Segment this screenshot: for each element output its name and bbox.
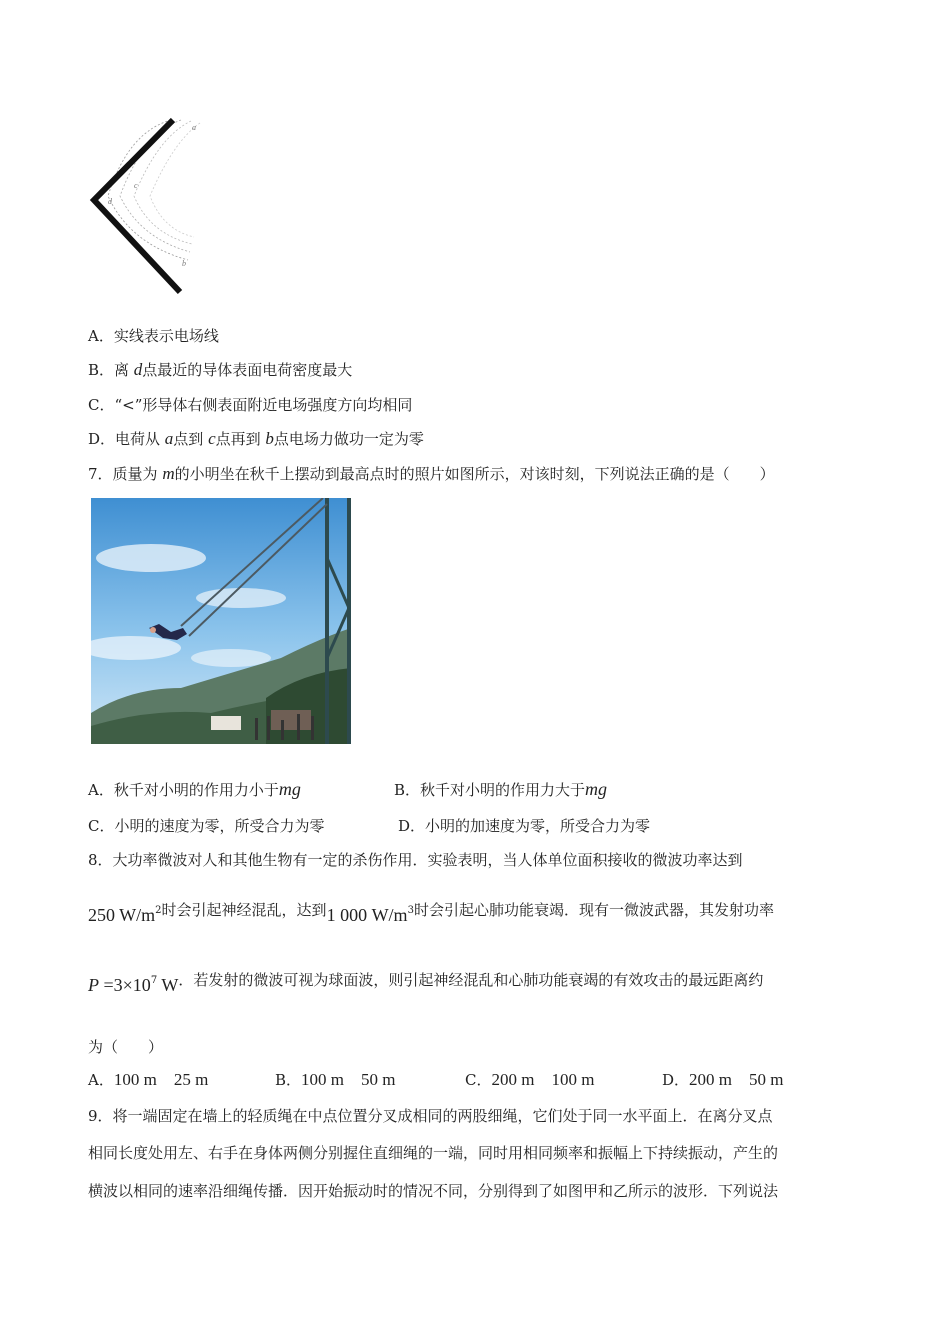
q9-line1: 9．将一端固定在墙上的轻质绳在中点位置分叉成相同的两股细绳，它们处于同一水平面上．在离分叉点 — [88, 1107, 773, 1125]
q6-option-a: A．实线表示电场线 — [88, 327, 219, 345]
q8-line3 — [88, 971, 764, 997]
q8-option-c — [465, 1069, 594, 1091]
q8-option-a — [88, 1069, 208, 1091]
q7-option-d: D．小明的加速度为零，所受合力为零 — [398, 817, 651, 835]
q8-mid1: 时会引起神经混乱，达到 — [161, 901, 327, 919]
q7-option-c: C．小明的速度为零，所受合力为零 — [88, 817, 325, 835]
q7-stem — [88, 463, 775, 485]
q7-option-a — [88, 778, 301, 801]
q8-c-val: 200 m 100 m — [491, 1070, 595, 1089]
q8-val2: 1 000 W/m — [326, 905, 408, 925]
q6-option-d — [88, 428, 424, 450]
q8-b-label: B． — [275, 1071, 302, 1089]
q8-option-d — [662, 1069, 783, 1091]
q6-b-var: d — [133, 360, 143, 379]
q6-d-mid1: 点到 — [173, 430, 209, 448]
q8-option-b — [275, 1069, 395, 1091]
q8-a-label: A． — [88, 1071, 114, 1089]
q7-a-mg: mg — [278, 779, 301, 799]
q8-val1: 250 W/m — [88, 905, 156, 925]
q8-exp2: 3 — [407, 905, 414, 916]
q9-line2: 相同长度处用左、右手在身体两侧分别握住直细绳的一端，同时用相同频率和振幅上下持续振动，产生的 — [88, 1144, 779, 1162]
label-b: b — [182, 259, 186, 268]
q6-option-c: C．“<”形导体右侧表面附近电场强度方向均相同 — [88, 396, 413, 414]
q8-b-val: 100 m 50 m — [301, 1070, 396, 1089]
q6-option-b — [88, 359, 352, 381]
q7-option-b — [394, 778, 607, 801]
q6-d-c: c — [208, 429, 216, 448]
q8-mid2: 时会引起心肺功能衰竭．现有一微波武器，其发射功率 — [413, 901, 774, 919]
q8-line4: 为（ ） — [88, 1038, 164, 1056]
q8-a-val: 100 m 25 m — [113, 1070, 209, 1089]
q7-b-text: B．秋千对小明的作用力大于 — [394, 781, 586, 799]
q6-b-pre: B．离 — [88, 361, 134, 379]
label-c: c — [134, 181, 138, 190]
q8-d-val: 200 m 50 m — [689, 1070, 784, 1089]
q7-b-mg: mg — [585, 779, 608, 799]
q6-d-a: a — [164, 429, 174, 448]
q8-exp1: 2 — [155, 905, 162, 916]
conductor-figure — [88, 112, 218, 302]
q6-b-post: 点最近的导体表面电荷密度最大 — [142, 361, 353, 379]
q8-line3-text: ．若发射的微波可视为球面波，则引起神经混乱和心肺功能衰竭的有效攻击的最远距离约 — [178, 971, 764, 989]
conductor-shape — [94, 120, 180, 292]
q6-d-post: 点电场力做功一定为零 — [273, 430, 424, 448]
q8-c-label: C． — [465, 1071, 492, 1089]
q7-stem-pre: 7．质量为 — [88, 465, 163, 483]
q8-line1: 8．大功率微波对人和其他生物有一定的杀伤作用．实验表明，当人体单位面积接收的微波功率达到 — [88, 851, 743, 869]
label-a: a — [192, 123, 196, 132]
q6-d-mid2: 点再到 — [215, 430, 266, 448]
q7-stem-post: 的小明坐在秋千上摆动到最高点时的照片如图所示，对该时刻，下列说法正确的是（ ） — [174, 465, 775, 483]
q8-d-label: D． — [662, 1071, 690, 1089]
q8-p-unit: W — [157, 975, 179, 995]
label-d: d — [108, 197, 112, 206]
q7-stem-var: m — [162, 464, 175, 483]
q7-a-text: A．秋千对小明的作用力小于 — [88, 781, 279, 799]
q8-line2 — [88, 901, 774, 927]
q9-line3: 横波以相同的速率沿细绳传播．因开始振动时的情况不同，分别得到了如图甲和乙所示的波形．下列说法 — [88, 1182, 779, 1200]
q6-d-pre: D．电荷从 — [88, 430, 165, 448]
q6-d-b: b — [265, 429, 274, 448]
swing-photo — [91, 498, 351, 744]
q8-p-val: =3×10 — [99, 975, 151, 995]
q8-p-exp: 7 — [150, 975, 158, 986]
q8-p-var: P — [88, 975, 99, 995]
